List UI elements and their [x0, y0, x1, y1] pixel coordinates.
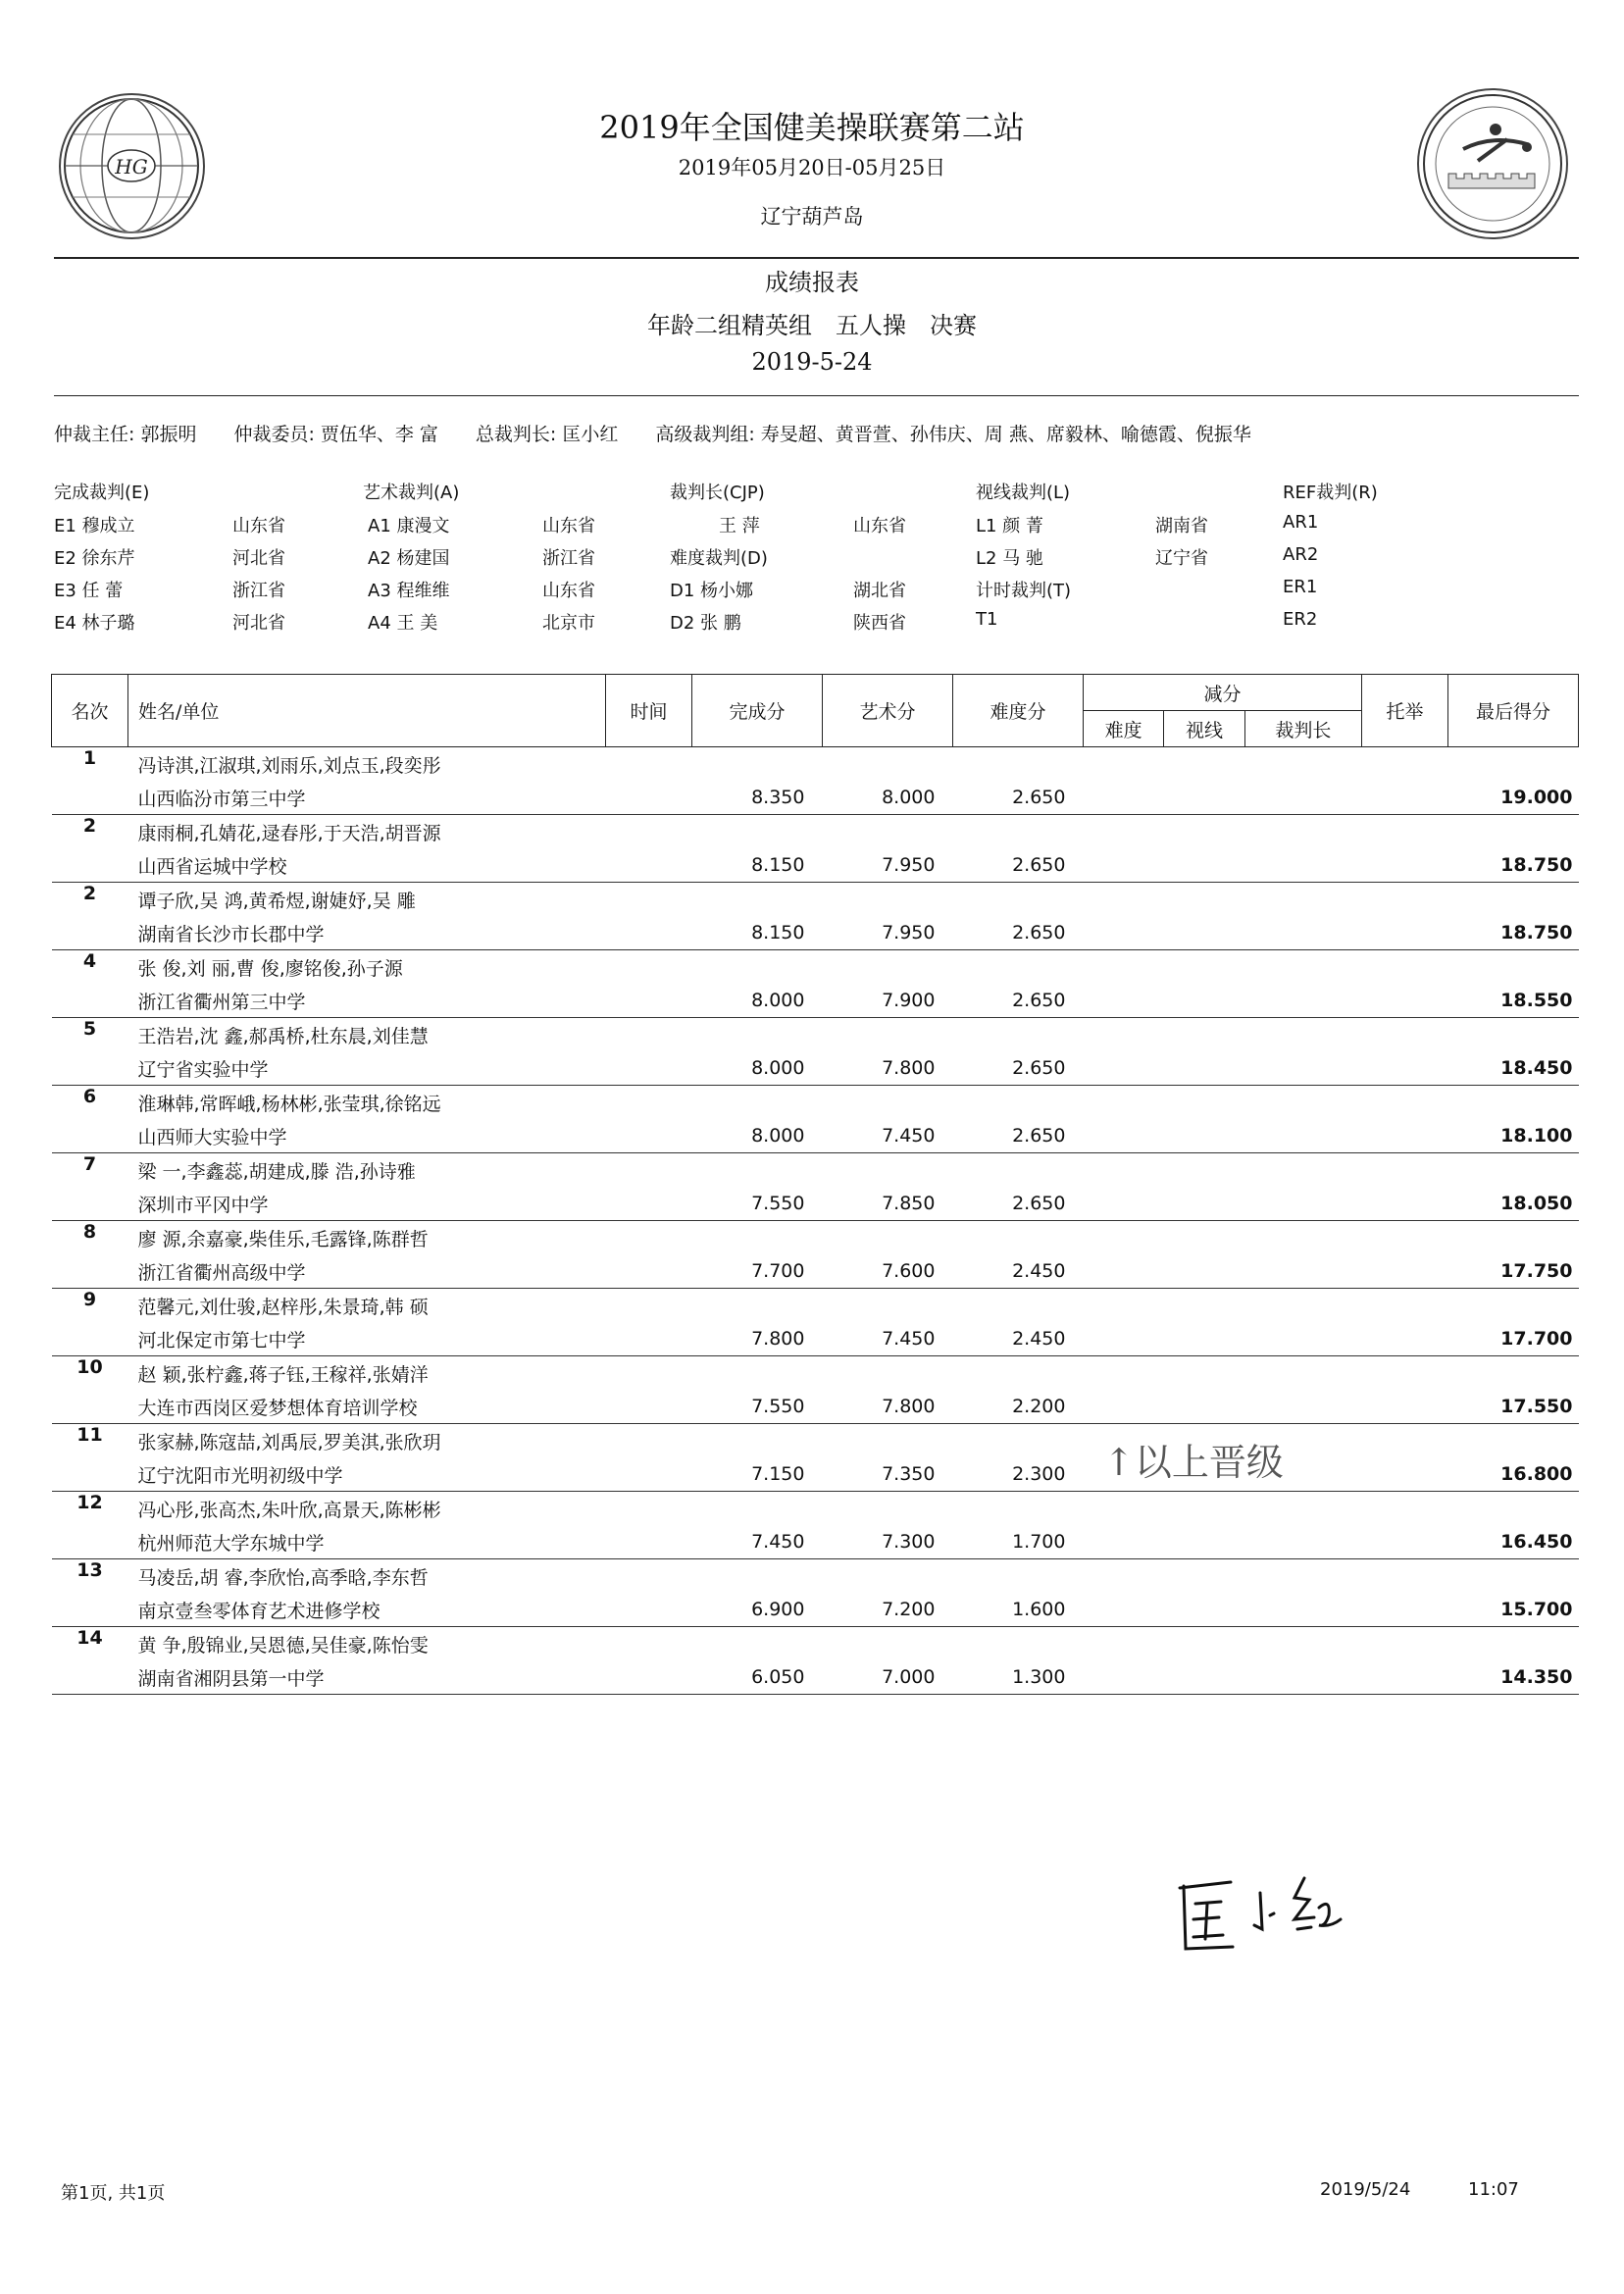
rank-cell: 2: [82, 815, 97, 837]
table-row: [52, 1627, 1579, 1661]
table-row-unit: [52, 1390, 1579, 1424]
table-row: [52, 1086, 1579, 1120]
event-location: 辽宁葫芦岛: [760, 205, 864, 229]
dif-score: 2.650: [953, 1051, 1084, 1086]
team-members: 张家赫,陈寇喆,刘禹辰,罗美淇,张欣玥: [137, 1431, 441, 1453]
table-row-unit: [52, 1593, 1579, 1627]
judge-name: D2 张 鹏: [670, 613, 741, 634]
judge-province: 辽宁省: [1155, 548, 1208, 569]
judges-header-a: 艺术裁判(A): [363, 483, 460, 503]
table-row-unit: [52, 1187, 1579, 1221]
ref-judge: AR1: [1283, 512, 1319, 533]
judge-name: E4 林子璐: [54, 613, 135, 634]
team-unit: 辽宁沈阳市光明初级中学: [128, 1457, 606, 1492]
dif-score: 2.650: [953, 984, 1084, 1018]
report-date: 2019-5-24: [751, 348, 873, 376]
table-row-unit: [52, 916, 1579, 950]
table-row-unit: [52, 1457, 1579, 1492]
art-score: 7.000: [823, 1660, 953, 1695]
table-row: [52, 950, 1579, 985]
col-deduction-header: 减分: [1084, 675, 1362, 711]
team-members: 淮琳韩,常晖峨,杨林彬,张莹琪,徐铭远: [137, 1093, 441, 1115]
table-row-unit: [52, 848, 1579, 883]
event-dates: 2019年05月20日-05月25日: [678, 156, 946, 179]
final-score: 18.050: [1448, 1187, 1579, 1221]
exe-score: 8.000: [692, 984, 823, 1018]
rank-cell: 13: [76, 1559, 103, 1581]
dif-score: 2.300: [953, 1457, 1084, 1492]
table-row: [52, 747, 1579, 782]
final-score: 16.800: [1448, 1457, 1579, 1492]
team-unit: 浙江省衢州高级中学: [128, 1254, 606, 1289]
table-row: [52, 1424, 1579, 1458]
judge-name: A3 程维维: [368, 581, 450, 601]
team-members: 赵 颖,张柠鑫,蒋子钰,王稼祥,张婧洋: [137, 1363, 429, 1386]
exe-score: 8.000: [692, 1051, 823, 1086]
team-unit: 大连市西岗区爱梦想体育培训学校: [128, 1390, 606, 1424]
judge-name: E3 任 蕾: [54, 581, 124, 601]
rank-cell: 10: [76, 1356, 103, 1378]
art-score: 7.600: [823, 1254, 953, 1289]
exe-score: 7.450: [692, 1525, 823, 1559]
rank-cell: 5: [82, 1018, 97, 1040]
table-row-unit: [52, 984, 1579, 1018]
art-score: 7.900: [823, 984, 953, 1018]
rank-cell: 4: [82, 950, 97, 972]
judge-name: E2 徐东芹: [54, 548, 135, 569]
table-row: [52, 1018, 1579, 1052]
rank-cell: 14: [76, 1627, 103, 1649]
art-score: 7.800: [823, 1390, 953, 1424]
signature-graphic: [1172, 1868, 1378, 1966]
judges-header-r: REF裁判(R): [1283, 483, 1378, 503]
table-row: [52, 1356, 1579, 1391]
col-lift-header: 托举: [1362, 675, 1448, 747]
judge-name: 王 萍: [719, 516, 760, 536]
category-title: 年龄二组精英组 五人操 决赛: [647, 312, 977, 339]
col-ded-cjp-header: 裁判长: [1244, 711, 1361, 747]
table-row: [52, 1559, 1579, 1594]
team-members: 范馨元,刘仕骏,赵梓彤,朱景琦,韩 硕: [137, 1296, 429, 1318]
final-score: 18.750: [1448, 916, 1579, 950]
judge-province: 浙江省: [542, 548, 595, 569]
team-unit: 湖南省湘阴县第一中学: [128, 1660, 606, 1695]
team-members: 冯诗淇,江淑琪,刘雨乐,刘点玉,段奕彤: [137, 754, 441, 777]
ref-judge: ER1: [1283, 577, 1318, 597]
team-members: 廖 源,余嘉豪,柴佳乐,毛露锋,陈群哲: [137, 1228, 429, 1250]
art-score: 7.300: [823, 1525, 953, 1559]
exe-score: 7.550: [692, 1187, 823, 1221]
dif-score: 2.650: [953, 781, 1084, 815]
exe-score: 6.050: [692, 1660, 823, 1695]
col-ded-line-header: 视线: [1164, 711, 1244, 747]
art-score: 7.200: [823, 1593, 953, 1627]
col-time-header: 时间: [606, 675, 692, 747]
footer-date: 2019/5/24: [1320, 2179, 1411, 2200]
officials-divider: [54, 395, 1579, 396]
team-unit: 河北保定市第七中学: [128, 1322, 606, 1356]
team-unit: 南京壹叁零体育艺术进修学校: [128, 1593, 606, 1627]
final-score: 19.000: [1448, 781, 1579, 815]
exe-score: 7.700: [692, 1254, 823, 1289]
art-score: 7.950: [823, 848, 953, 883]
team-members: 梁 一,李鑫蕊,胡建成,滕 浩,孙诗雅: [137, 1160, 416, 1183]
judge-name: 难度裁判(D): [670, 548, 768, 569]
team-members: 康雨桐,孔婧花,逯春彤,于天浩,胡晋源: [137, 822, 441, 844]
col-dif-header: 难度分: [953, 675, 1084, 747]
team-members: 马凌岳,胡 睿,李欣怡,高季晗,李东哲: [137, 1566, 429, 1589]
judge-province: 湖北省: [853, 581, 906, 601]
final-score: 18.750: [1448, 848, 1579, 883]
exe-score: 8.150: [692, 848, 823, 883]
judge-name: E1 穆成立: [54, 516, 135, 536]
team-members: 谭子欣,吴 鸿,黄希煜,谢婕妤,吴 雕: [137, 890, 416, 912]
judge-name: L1 颜 菁: [976, 516, 1043, 536]
judge-name: 计时裁判(T): [976, 581, 1072, 601]
judge-name: A4 王 美: [368, 613, 438, 634]
judge-name: A1 康漫文: [368, 516, 450, 536]
table-row: [52, 1153, 1579, 1188]
dif-score: 2.450: [953, 1322, 1084, 1356]
final-score: 14.350: [1448, 1660, 1579, 1695]
judge-name: D1 杨小娜: [670, 581, 754, 601]
final-score: 17.550: [1448, 1390, 1579, 1424]
table-row: [52, 1492, 1579, 1526]
judge-province: 北京市: [542, 613, 595, 634]
dif-score: 1.700: [953, 1525, 1084, 1559]
svg-text:HG: HG: [115, 155, 148, 178]
judge-name: L2 马 驰: [976, 548, 1043, 569]
judges-header-l: 视线裁判(L): [976, 483, 1071, 503]
final-score: 16.450: [1448, 1525, 1579, 1559]
team-unit: 浙江省衢州第三中学: [128, 984, 606, 1018]
table-row-unit: [52, 1525, 1579, 1559]
rank-cell: 12: [76, 1492, 103, 1513]
rank-cell: 11: [76, 1424, 103, 1446]
final-score: 15.700: [1448, 1593, 1579, 1627]
judge-province: 河北省: [232, 613, 285, 634]
team-unit: 山西省运城中学校: [128, 848, 606, 883]
team-members: 张 俊,刘 丽,曹 俊,廖铭俊,孙子源: [137, 957, 403, 980]
judge-province: 山东省: [542, 581, 595, 601]
final-score: 18.450: [1448, 1051, 1579, 1086]
team-unit: 山西临汾市第三中学: [128, 781, 606, 815]
team-members: 黄 争,殷锦业,吴恩德,吴佳豪,陈怡雯: [137, 1634, 429, 1657]
judge-province: 湖南省: [1155, 516, 1208, 536]
col-ded-dif-header: 难度: [1084, 711, 1164, 747]
exe-score: 7.800: [692, 1322, 823, 1356]
art-score: 7.850: [823, 1187, 953, 1221]
table-row-unit: [52, 781, 1579, 815]
table-row: [52, 815, 1579, 849]
signature: [1172, 1868, 1378, 1966]
results-table: [51, 674, 1579, 1695]
dif-score: 2.650: [953, 1187, 1084, 1221]
final-score: 17.750: [1448, 1254, 1579, 1289]
judge-name: A2 杨建国: [368, 548, 450, 569]
dif-score: 1.600: [953, 1593, 1084, 1627]
table-row-unit: [52, 1051, 1579, 1086]
col-exe-header: 完成分: [692, 675, 823, 747]
footer-time: 11:07: [1468, 2179, 1519, 2200]
team-unit: 辽宁省实验中学: [128, 1051, 606, 1086]
exe-score: 7.150: [692, 1457, 823, 1492]
art-score: 7.950: [823, 916, 953, 950]
judge-province: 陕西省: [853, 613, 906, 634]
table-row: [52, 1289, 1579, 1323]
dif-score: 2.650: [953, 916, 1084, 950]
table-row-unit: [52, 1254, 1579, 1289]
dif-score: 2.450: [953, 1254, 1084, 1289]
table-row-unit: [52, 1322, 1579, 1356]
art-score: 7.450: [823, 1119, 953, 1153]
art-score: 7.350: [823, 1457, 953, 1492]
team-unit: 深圳市平冈中学: [128, 1187, 606, 1221]
table-row-unit: [52, 1119, 1579, 1153]
dif-score: 1.300: [953, 1660, 1084, 1695]
qualified-note: ↑以上晋级: [1103, 1441, 1284, 1484]
judge-name: T1: [976, 609, 998, 630]
judges-header-e: 完成裁判(E): [54, 483, 150, 503]
art-score: 8.000: [823, 781, 953, 815]
ref-judge: AR2: [1283, 544, 1319, 565]
team-unit: 山西师大实验中学: [128, 1119, 606, 1153]
art-score: 7.450: [823, 1322, 953, 1356]
final-score: 18.100: [1448, 1119, 1579, 1153]
exe-score: 7.550: [692, 1390, 823, 1424]
rank-cell: 9: [82, 1289, 97, 1310]
table-row: [52, 1221, 1579, 1255]
exe-score: 8.150: [692, 916, 823, 950]
officials-line: 仲裁主任: 郭振明 仲裁委员: 贾伍华、李 富 总裁判长: 匡小红 高级裁判组: 寿旻超、黄晋萱、孙伟庆、周 燕、席毅林、喻德霞、倪振华: [54, 424, 1251, 445]
report-title: 成绩报表: [765, 269, 859, 296]
table-row-unit: [52, 1660, 1579, 1695]
exe-score: 8.350: [692, 781, 823, 815]
header-divider: [54, 257, 1579, 259]
judge-province: 山东省: [542, 516, 595, 536]
col-final-header: 最后得分: [1448, 675, 1579, 747]
rank-cell: 7: [82, 1153, 97, 1175]
team-members: 冯心彤,张高杰,朱叶欣,高景天,陈彬彬: [137, 1499, 441, 1521]
judge-province: 山东省: [232, 516, 285, 536]
table-row: [52, 883, 1579, 917]
col-art-header: 艺术分: [823, 675, 953, 747]
judge-province: 山东省: [853, 516, 906, 536]
dif-score: 2.200: [953, 1390, 1084, 1424]
rank-cell: 6: [82, 1086, 97, 1107]
rank-cell: 2: [82, 883, 97, 904]
page-title: 2019年全国健美操联赛第二站: [599, 109, 1025, 146]
final-score: 17.700: [1448, 1322, 1579, 1356]
col-name-header: 姓名/单位: [128, 675, 606, 747]
rank-cell: 8: [82, 1221, 97, 1243]
exe-score: 8.000: [692, 1119, 823, 1153]
dif-score: 2.650: [953, 848, 1084, 883]
exe-score: 6.900: [692, 1593, 823, 1627]
team-unit: 湖南省长沙市长郡中学: [128, 916, 606, 950]
team-members: 王浩岩,沈 鑫,郝禹桥,杜东晨,刘佳慧: [137, 1025, 429, 1047]
final-score: 18.550: [1448, 984, 1579, 1018]
team-unit: 杭州师范大学东城中学: [128, 1525, 606, 1559]
footer-page: 第1页, 共1页: [61, 2183, 166, 2204]
judge-province: 河北省: [232, 548, 285, 569]
judges-header-cjp: 裁判长(CJP): [670, 483, 765, 503]
ref-judge: ER2: [1283, 609, 1318, 630]
art-score: 7.800: [823, 1051, 953, 1086]
judge-province: 浙江省: [232, 581, 285, 601]
dif-score: 2.650: [953, 1119, 1084, 1153]
col-rank-header: 名次: [52, 675, 128, 747]
rank-cell: 1: [82, 747, 97, 769]
